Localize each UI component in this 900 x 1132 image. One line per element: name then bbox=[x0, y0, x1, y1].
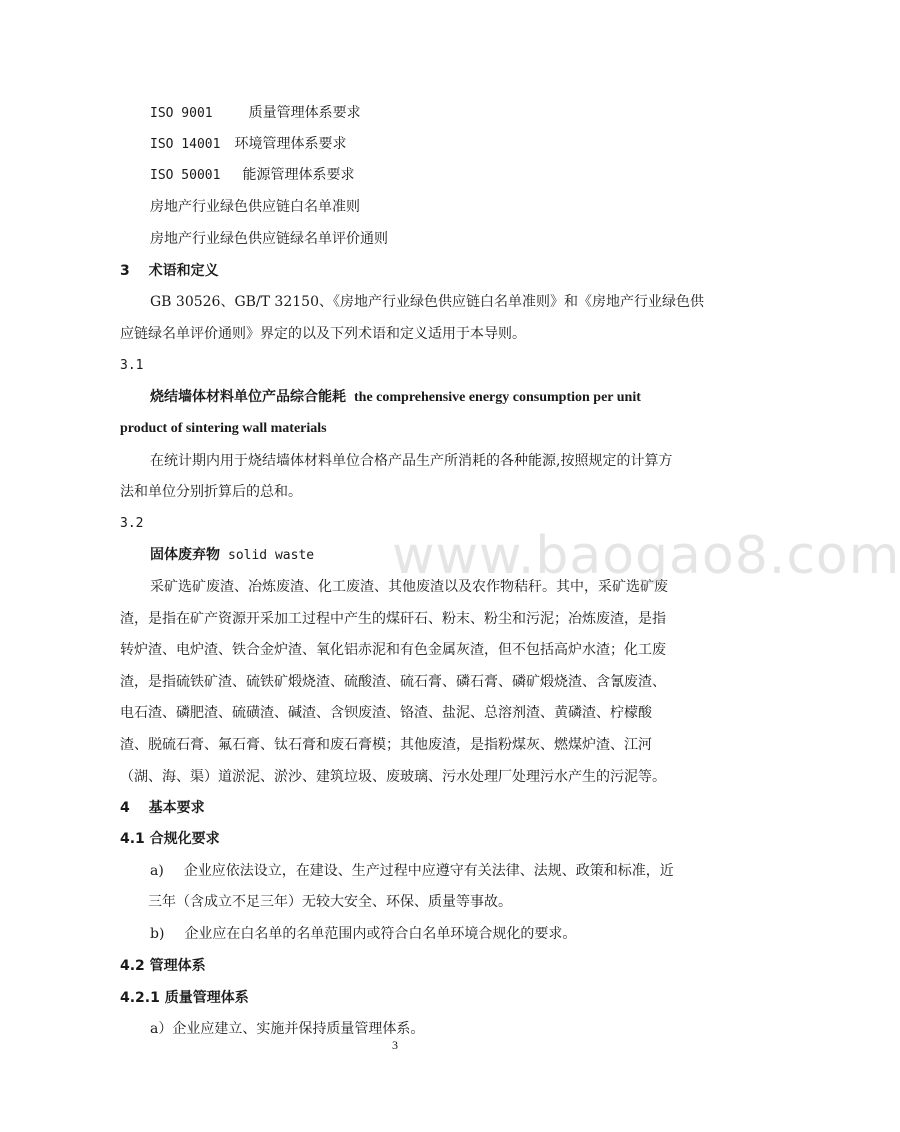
clause-3-2-definition-line: 渣、脱硫石膏、氟石膏、钛石膏和废石膏模；其他废渣，是指粉煤灰、燃煤炉渣、江河 bbox=[120, 737, 652, 753]
clause-3-2-term bbox=[150, 545, 314, 566]
reference-iso50001 bbox=[150, 165, 354, 186]
item-b-text: 企业应在白名单的名单范围内或符合白名单环境合规化的要求。 bbox=[184, 926, 577, 942]
reference-code: ISO 14001 bbox=[150, 137, 221, 152]
reference-code: ISO 50001 bbox=[150, 168, 221, 183]
clause-3-1-definition-line1: 在统计期内用于烧结墙体材料单位合格产品生产所消耗的各种能源,按照规定的计算方 bbox=[150, 453, 673, 469]
reference-greenlist-evaluation bbox=[150, 229, 388, 249]
clause-3-1-number: 3.1 bbox=[120, 358, 144, 373]
section-3-intro-line2: 应链绿名单评价通则》界定的以及下列术语和定义适用于本导则。 bbox=[120, 326, 526, 342]
item-a-label: a) bbox=[150, 863, 164, 879]
item-b bbox=[150, 924, 576, 944]
clause-3-1-term bbox=[150, 387, 641, 408]
clause-4-2-heading: 4.2 管理体系 bbox=[120, 958, 206, 974]
reference-iso9001 bbox=[150, 103, 361, 124]
clause-3-1-term-english-cont: product of sintering wall materials bbox=[120, 421, 327, 436]
clause-3-2-definition-line: 转炉渣、电炉渣、铁合金炉渣、氧化铝赤泥和有色金属灰渣，但不包括高炉水渣；化工废 bbox=[120, 642, 666, 658]
reference-title: 房地产行业绿色供应链白名单准则 bbox=[150, 199, 360, 215]
reference-whitelist-criteria bbox=[150, 197, 360, 217]
reference-iso14001 bbox=[150, 134, 346, 155]
term-english: the comprehensive energy consumption per unit bbox=[354, 390, 641, 405]
term-chinese: 固体废弃物 bbox=[150, 547, 220, 563]
reference-title: 能源管理体系要求 bbox=[242, 167, 355, 183]
clause-4-2-1-item-a: a）企业应建立、实施并保持质量管理体系。 bbox=[150, 1021, 425, 1037]
item-a-text: 企业应依法设立，在建设、生产过程中应遵守有关法律、法规、政策和标准，近 bbox=[183, 863, 674, 879]
clause-3-2-number: 3.2 bbox=[120, 516, 144, 531]
section-3-intro-line1: GB 30526、GB/T 32150、《房地产行业绿色供应链白名单准则》和《房地产行业绿色供 bbox=[150, 294, 704, 310]
clause-4-2-1-heading: 4.2.1 质量管理体系 bbox=[120, 990, 249, 1006]
item-b-label: b) bbox=[150, 926, 165, 942]
reference-title: 质量管理体系要求 bbox=[248, 105, 361, 121]
clause-3-2-definition-line: 电石渣、磷肥渣、硫磺渣、碱渣、含钡废渣、铬渣、盐泥、总溶剂渣、黄磷渣、柠檬酸 bbox=[120, 705, 652, 721]
section-4-heading: 4 基本要求 bbox=[120, 800, 205, 816]
watermark: www.baogao8.com bbox=[392, 526, 900, 586]
clause-3-2-definition-line: 渣，是指在矿产资源开采加工过程中产生的煤矸石、粉末、粉尘和污泥；冶炼废渣，是指 bbox=[120, 611, 666, 627]
clause-3-2-definition-line: （湖、海、渠）道淤泥、淤沙、建筑垃圾、废玻璃、污水处理厂处理污水产生的污泥等。 bbox=[120, 769, 666, 785]
page-number: 3 bbox=[392, 1038, 398, 1052]
item-a-line2: 三年（含成立不足三年）无较大安全、环保、质量等事故。 bbox=[148, 894, 512, 910]
clause-3-2-definition-line: 采矿选矿废渣、冶炼废渣、化工废渣、其他废渣以及农作物秸秆。其中，采矿选矿废 bbox=[150, 579, 668, 595]
item-a-line1 bbox=[150, 861, 674, 881]
reference-title: 环境管理体系要求 bbox=[234, 136, 347, 152]
term-chinese: 烧结墙体材料单位产品综合能耗 bbox=[150, 389, 346, 405]
clause-4-1-heading: 4.1 合规化要求 bbox=[120, 831, 220, 847]
reference-code: ISO 9001 bbox=[150, 106, 213, 121]
clause-3-1-definition-line2: 法和单位分别折算后的总和。 bbox=[120, 484, 302, 500]
clause-3-2-definition-line: 渣，是指硫铁矿渣、硫铁矿煅烧渣、硫酸渣、硫石膏、磷石膏、磷矿煅烧渣、含氰废渣、 bbox=[120, 674, 666, 690]
term-english: solid waste bbox=[228, 548, 315, 563]
reference-title: 房地产行业绿色供应链绿名单评价通则 bbox=[150, 231, 388, 247]
section-3-heading: 3 术语和定义 bbox=[120, 263, 219, 279]
